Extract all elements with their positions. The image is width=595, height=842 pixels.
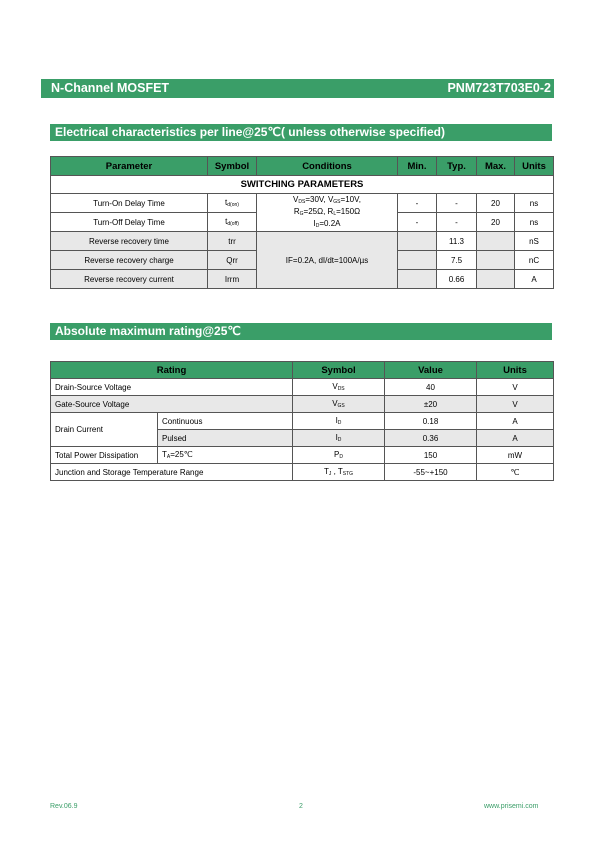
- table-header-row: [51, 362, 554, 379]
- min-cell: [398, 251, 437, 270]
- param-cell: Turn-On Delay Time: [51, 194, 208, 213]
- conditions-cell: $V_{DS}=30V$, $V_{GS}=10V$, $R_G=25\Omega$, $R_L=150\Omega$ $I_D=0.2A$: [257, 194, 398, 232]
- symbol-cell: $T_J$ , $T_{STG}$: [293, 464, 385, 481]
- unit-cell: ns: [515, 194, 554, 213]
- col-header: Units: [477, 362, 554, 379]
- unit-cell: V: [477, 396, 554, 413]
- symbol-cell: $P_D$: [293, 447, 385, 464]
- col-header: Max.: [477, 157, 515, 176]
- typ-cell: -: [437, 194, 477, 213]
- rating-cell: Gate-Source Voltage: [51, 396, 293, 413]
- rating-cell: Junction and Storage Temperature Range: [51, 464, 293, 481]
- rating-subcell: $T_A=25℃$: [158, 447, 293, 464]
- unit-cell: mW: [477, 447, 554, 464]
- col-header: Conditions: [257, 157, 398, 176]
- table-row: [51, 413, 554, 430]
- col-header: Min.: [398, 157, 437, 176]
- table-row: [51, 232, 554, 251]
- absolute-max-table: [50, 361, 554, 481]
- unit-cell: A: [477, 413, 554, 430]
- min-cell: -: [398, 213, 437, 232]
- table-row: [51, 464, 554, 481]
- footer-website-link[interactable]: www.prisemi.com: [484, 803, 539, 810]
- table-row: [51, 447, 554, 464]
- value-cell: ±20: [385, 396, 477, 413]
- rating-cell: Drain Current: [51, 413, 158, 447]
- symbol-cell: $t_{d(on)}$: [208, 194, 257, 213]
- table-row: [51, 194, 554, 213]
- unit-cell: ℃: [477, 464, 554, 481]
- typ-cell: 11.3: [437, 232, 477, 251]
- rating-subcell: Pulsed: [158, 430, 293, 447]
- value-cell: 0.18: [385, 413, 477, 430]
- section-label: SWITCHING PARAMETERS: [51, 176, 554, 194]
- symbol-cell: trr: [208, 232, 257, 251]
- max-cell: [477, 232, 515, 251]
- symbol-cell: $I_D$: [293, 413, 385, 430]
- rating-cell: Drain-Source Voltage: [51, 379, 293, 396]
- unit-cell: V: [477, 379, 554, 396]
- value-cell: 150: [385, 447, 477, 464]
- typ-cell: 7.5: [437, 251, 477, 270]
- typ-cell: 0.66: [437, 270, 477, 289]
- unit-cell: ns: [515, 213, 554, 232]
- param-cell: Reverse recovery time: [51, 232, 208, 251]
- symbol-cell: $V_{GS}$: [293, 396, 385, 413]
- col-header: Parameter: [51, 157, 208, 176]
- min-cell: -: [398, 194, 437, 213]
- param-cell: Turn-Off Delay Time: [51, 213, 208, 232]
- rating-cell: Total Power Dissipation: [51, 447, 158, 464]
- symbol-cell: $V_{DS}$: [293, 379, 385, 396]
- value-cell: -55~+150: [385, 464, 477, 481]
- col-header: Symbol: [208, 157, 257, 176]
- value-cell: 40: [385, 379, 477, 396]
- section-electrical-title: Electrical characteristics per line@25℃( unless otherwise specified): [55, 125, 446, 139]
- electrical-table: [50, 156, 554, 289]
- param-cell: Reverse recovery charge: [51, 251, 208, 270]
- unit-cell: A: [515, 270, 554, 289]
- part-number: PNM723T703E0-2: [447, 81, 551, 95]
- min-cell: [398, 232, 437, 251]
- col-header: Symbol: [293, 362, 385, 379]
- table-row: [51, 379, 554, 396]
- rating-subcell: Continuous: [158, 413, 293, 430]
- header-bar: [41, 79, 554, 98]
- header-title: N-Channel MOSFET: [51, 81, 170, 95]
- symbol-cell: $t_{d(off)}$: [208, 213, 257, 232]
- min-cell: [398, 270, 437, 289]
- table-row: [51, 396, 554, 413]
- col-header: Units: [515, 157, 554, 176]
- max-cell: [477, 251, 515, 270]
- col-header: Typ.: [437, 157, 477, 176]
- value-cell: 0.36: [385, 430, 477, 447]
- section-absolute-max: [50, 323, 552, 340]
- footer-page-number: 2: [299, 803, 303, 810]
- unit-cell: nS: [515, 232, 554, 251]
- symbol-cell: $I_D$: [293, 430, 385, 447]
- col-header: Value: [385, 362, 477, 379]
- unit-cell: A: [477, 430, 554, 447]
- typ-cell: -: [437, 213, 477, 232]
- section-electrical: [50, 124, 552, 141]
- symbol-cell: Irrm: [208, 270, 257, 289]
- table-header-row: [51, 157, 554, 176]
- symbol-cell: Qrr: [208, 251, 257, 270]
- max-cell: 20: [477, 194, 515, 213]
- conditions-cell: IF=0.2A, dI/dt=100A/µs: [257, 232, 398, 289]
- footer-revision: Rev.06.9: [50, 803, 78, 810]
- max-cell: [477, 270, 515, 289]
- max-cell: 20: [477, 213, 515, 232]
- section-absolute-max-title: Absolute maximum rating@25℃: [55, 324, 241, 338]
- col-header: Rating: [51, 362, 293, 379]
- param-cell: Reverse recovery current: [51, 270, 208, 289]
- unit-cell: nC: [515, 251, 554, 270]
